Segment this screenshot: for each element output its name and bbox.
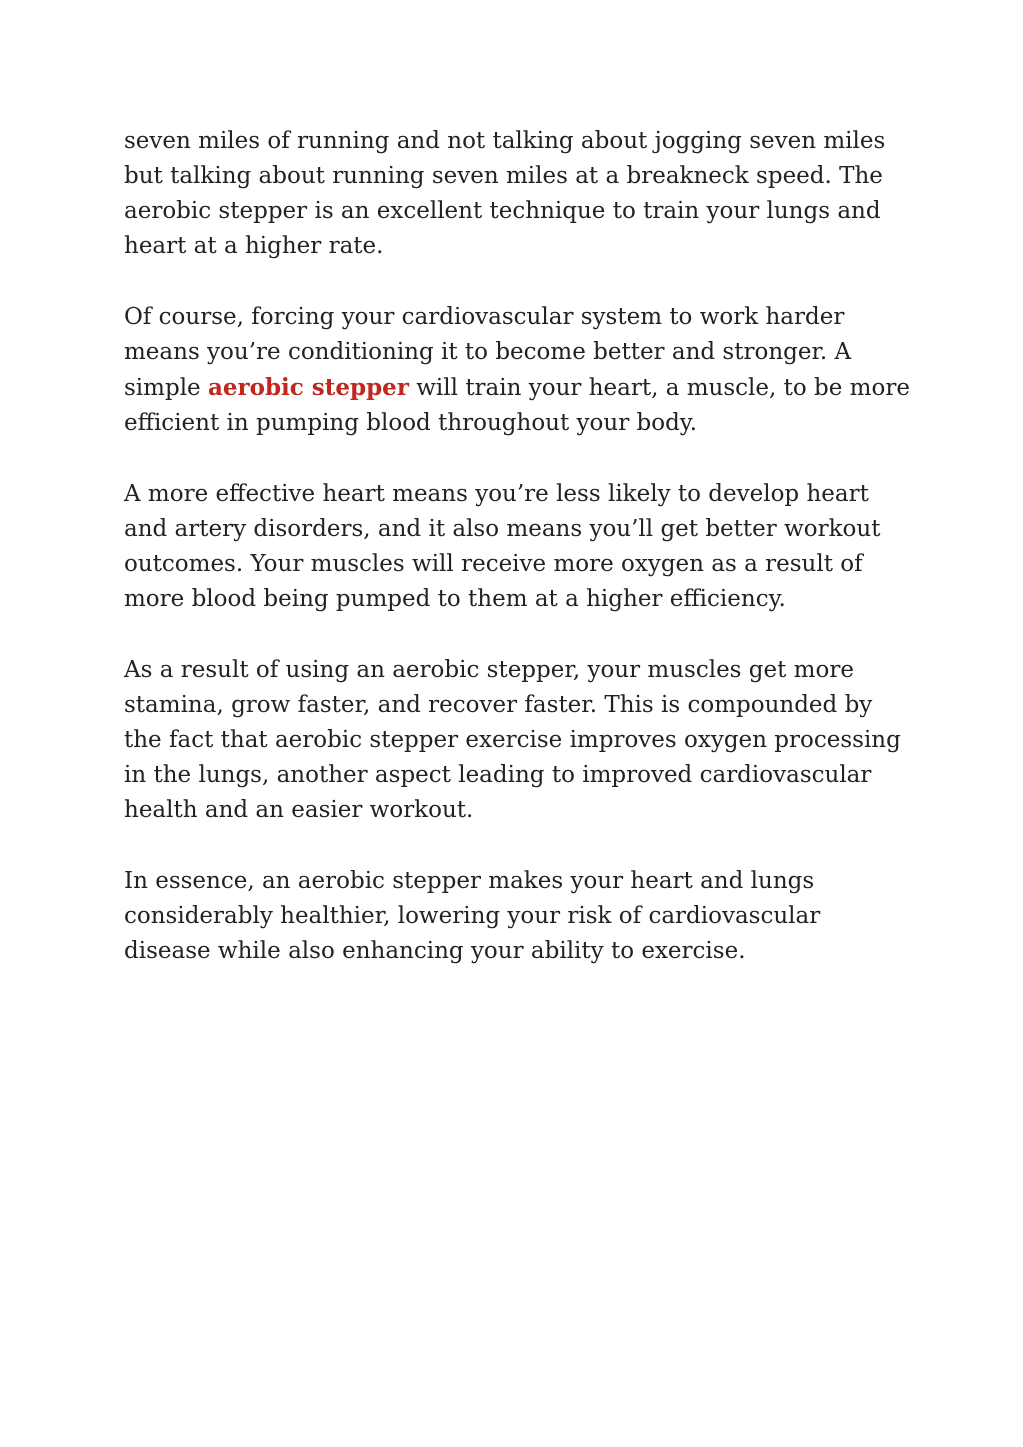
paragraph-4: As a result of using an aerobic stepper, your muscles get more stamina, grow faster, and recover faster. This is compounded by the fact that aerobic stepper exercise improves oxygen processing in the lungs, another aspect leading to improved cardiovascular health and an easier workout. — [124, 657, 901, 823]
paragraph-2 — [124, 300, 914, 441]
article-body — [124, 124, 914, 1005]
paragraph-5: In essence, an aerobic stepper makes your heart and lungs considerably healthier, lowering your risk of cardiovascular disease while also enhancing your ability to exercise. — [124, 868, 821, 964]
paragraph-2-text-before: Of course, forcing your cardiovascular system to work harder means you’re conditioning it to become better and stronger. A simple — [124, 304, 852, 401]
paragraph-1: seven miles of running and not talking about jogging seven miles but talking about running seven miles at a breakneck speed. The aerobic stepper is an excellent technique to train your lungs and heart at a higher rate. — [124, 128, 886, 259]
paragraph-2-text-after: will train your heart, a muscle, to be more efficient in pumping blood throughout your body. — [124, 375, 910, 436]
paragraph-3: A more effective heart means you’re less likely to develop heart and artery disorders, and it also means you’ll get better workout outcomes. Your muscles will receive more oxygen as a result of more blood being pumped to them at a higher efficiency. — [124, 481, 881, 612]
aerobic-stepper-link[interactable]: aerobic stepper — [207, 374, 409, 401]
